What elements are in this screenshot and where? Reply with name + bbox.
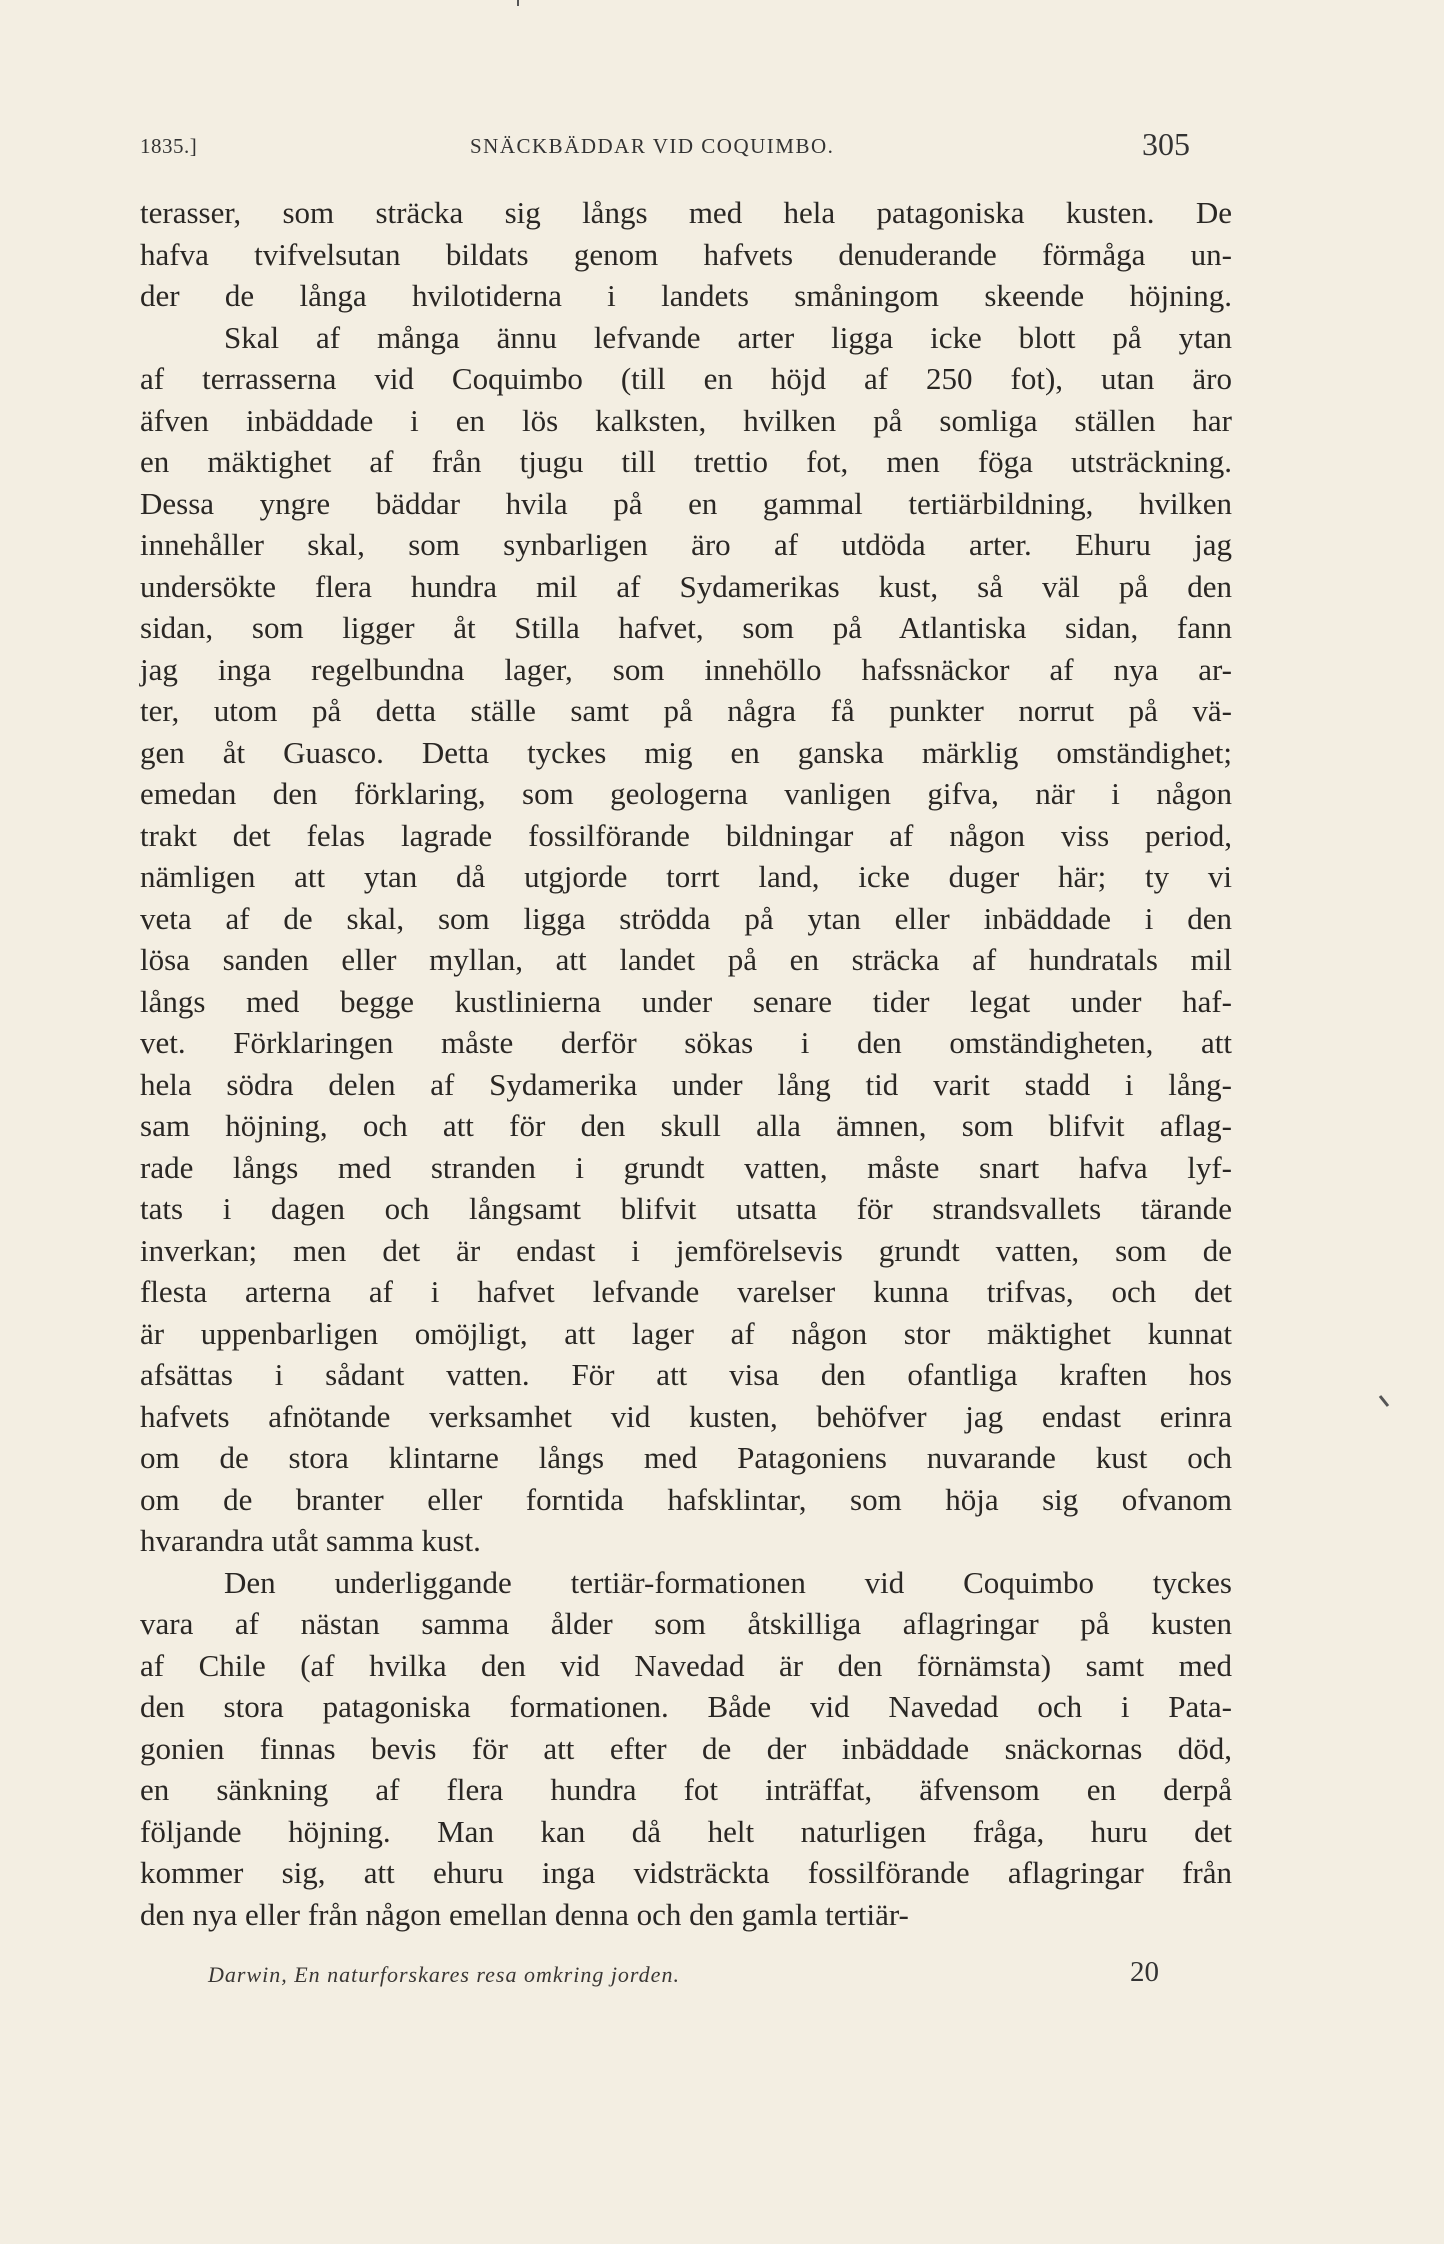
text-line: äfven inbäddade i en lös kalksten, hvilken på somliga ställen har xyxy=(140,402,1232,438)
text-line: gen åt Guasco. Detta tyckes mig en ganska märklig omständighet; xyxy=(140,734,1232,770)
text-line: jag inga regelbundna lager, som innehöllo hafssnäckor af nya ar- xyxy=(140,651,1232,687)
text-line: den stora patagoniska formationen. Både vid Navedad och i Pata- xyxy=(140,1689,1232,1724)
text-line: hafva tvifvelsutan bildats genom hafvets denuderande förmåga un- xyxy=(140,236,1232,272)
text-line: inverkan; men det är endast i jemförelsevis grundt vatten, som de xyxy=(140,1232,1232,1268)
text-line: den nya eller från någon emellan denna och den gamla tertiär- xyxy=(140,1896,909,1932)
text-line: hela södra delen af Sydamerika under lång tid varit stadd i lång- xyxy=(140,1066,1232,1102)
text-line: om de stora klintarne långs med Patagoniens nuvarande kust och xyxy=(140,1440,1232,1475)
running-title: SNÄCKBÄDDAR VID COQUIMBO. xyxy=(470,134,835,158)
text-line: är uppenbarligen omöjligt, att lager af någon stor mäktighet kunnat xyxy=(140,1315,1232,1351)
text-line: Den underliggande tertiär-formationen vid Coquimbo tyckes xyxy=(224,1564,1232,1600)
text-line: Skal af många ännu lefvande arter ligga icke blott på ytan xyxy=(224,319,1232,355)
sheet-number: 20 xyxy=(1130,1956,1159,1988)
text-line: gonien finnas bevis för att efter de der inbäddade snäckornas död, xyxy=(140,1730,1232,1766)
text-line: sidan, som ligger åt Stilla hafvet, som på Atlantiska sidan, fann xyxy=(140,610,1232,645)
text-line: Dessa yngre bäddar hvila på en gammal tertiärbildning, hvilken xyxy=(140,485,1232,521)
text-line: veta af de skal, som ligga strödda på ytan eller inbäddade i den xyxy=(140,900,1232,936)
text-line: långs med begge kustlinierna under senare tider legat under haf- xyxy=(140,983,1232,1019)
text-line: följande höjning. Man kan då helt naturligen fråga, huru det xyxy=(140,1813,1232,1849)
text-line: rade långs med stranden i grundt vatten, måste snart hafva lyf- xyxy=(140,1149,1232,1185)
text-line: vara af nästan samma ålder som åtskilliga aflagringar på kusten xyxy=(140,1606,1232,1641)
text-line: af Chile (af hvilka den vid Navedad är den förnämsta) samt med xyxy=(140,1647,1232,1683)
text-line: der de långa hvilotiderna i landets småningom skeende höjning. xyxy=(140,278,1232,313)
text-line: en sänkning af flera hundra fot inträffat, äfvensom en derpå xyxy=(140,1772,1232,1807)
text-line: afsättas i sådant vatten. För att visa den ofantliga kraften hos xyxy=(140,1357,1232,1392)
text-line: innehåller skal, som synbarligen äro af utdöda arter. Ehuru jag xyxy=(140,527,1232,562)
text-line: terasser, som sträcka sig långs med hela patagoniska kusten. De xyxy=(140,195,1232,230)
text-line: af terrasserna vid Coquimbo (till en höjd af 250 fot), utan äro xyxy=(140,361,1232,396)
text-line: vet. Förklaringen måste derför sökas i den omständigheten, att xyxy=(140,1025,1232,1060)
header-year: 1835.] xyxy=(140,134,198,158)
text-line: en mäktighet af från tjugu till trettio fot, men föga utsträckning. xyxy=(140,444,1232,479)
text-line: sam höjning, och att för den skull alla ämnen, som blifvit aflag- xyxy=(140,1108,1232,1143)
text-line: emedan den förklaring, som geologerna vanligen gifva, när i någon xyxy=(140,776,1232,811)
text-line: nämligen att ytan då utgjorde torrt land, icke duger här; ty vi xyxy=(140,859,1232,894)
text-line: ter, utom på detta ställe samt på några få punkter norrut på vä- xyxy=(140,693,1232,728)
page-number: 305 xyxy=(1142,126,1190,162)
text-line: hvarandra utåt samma kust. xyxy=(140,1523,481,1558)
footer-signature: Darwin, En naturforskares resa omkring jorden. xyxy=(208,1962,680,1987)
text-line: trakt det felas lagrade fossilförande bildningar af någon viss period, xyxy=(140,817,1232,853)
text-line: undersökte flera hundra mil af Sydamerikas kust, så väl på den xyxy=(140,568,1232,604)
text-line: hafvets afnötande verksamhet vid kusten, behöfver jag endast erinra xyxy=(140,1398,1232,1434)
text-line: lösa sanden eller myllan, att landet på en sträcka af hundratals mil xyxy=(140,942,1232,977)
text-line: om de branter eller forntida hafsklintar, som höja sig ofvanom xyxy=(140,1481,1232,1517)
text-line: tats i dagen och långsamt blifvit utsatta för strandsvallets tärande xyxy=(140,1191,1232,1226)
text-line: flesta arterna af i hafvet lefvande varelser kunna trifvas, och det xyxy=(140,1274,1232,1309)
margin-speck xyxy=(1380,1396,1388,1406)
text-line: kommer sig, att ehuru inga vidsträckta fossilförande aflagringar från xyxy=(140,1855,1232,1890)
